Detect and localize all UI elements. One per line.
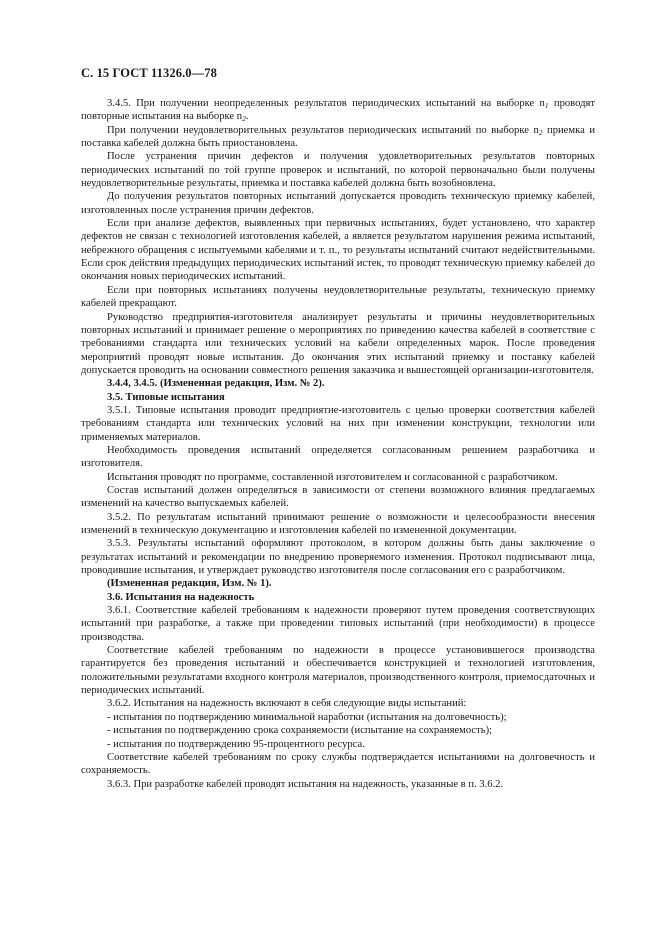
paragraph: - испытания по подтверждению 95-процентного ресурса. xyxy=(107,738,365,750)
paragraph: Если при повторных испытаниях получены неудовлетворительные результаты, техническую приемку кабелей прекращают. xyxy=(81,284,595,310)
paragraph: Состав испытаний должен определяться в зависимости от степени возможного влияния предлагаемых изменений на качество выпускаемых кабелей. xyxy=(81,484,595,510)
paragraph: 3.5.3. Результаты испытаний оформляют протоколом, в котором должны быть даны заключение о результатах испытаний и рекомендации по внедрению проверяемого изменения. Протокол подписывают лица, проводившие испытания, и утверждает руководство изготовителя после согласования его с разработчиком. xyxy=(81,538,595,577)
paragraph: После устранения причин дефектов и получения удовлетворительных результатов повторных периодических испытаний по той группе проверок и испытаний, по которой первоначально были получены неудовлетворительные результаты, приемка и поставка кабелей должна быть возобновлена. xyxy=(81,151,595,190)
paragraph: Соответствие кабелей требованиям по сроку службы подтверждается испытаниями на долговечность и сохраняемость. xyxy=(81,751,595,777)
section-heading: (Измененная редакция, Изм. № 1). xyxy=(107,578,272,590)
paragraph: При получении неудовлетворительных результатов периодических испытаний по выборке $n_2$ приемка и поставка кабелей должна быть приостановлена. xyxy=(81,124,595,150)
paragraph: До получения результатов повторных испытаний допускается проводить техническую приемку кабелей, изготовленных после устранения причин дефектов. xyxy=(81,191,595,216)
paragraph: 3.6.3. При разработке кабелей проводят испытания на надежность, указанные в п. 3.6.2. xyxy=(107,778,504,790)
paragraph: Необходимость проведения испытаний определяется согласованным решением разработчика и изготовителя. xyxy=(81,444,595,470)
paragraph: 3.4.5. При получении неопределенных результатов периодических испытаний на выборке $n_1$ проводят повторные испытания на выборке $n_2$. xyxy=(81,98,595,124)
paragraph: 3.6.1. Соответствие кабелей требованиям к надежности проверяют путем проведения соответствующих испытаний при разработке, а также при проведении типовых испытаний (при необходимости) в процессе производства. xyxy=(81,605,595,643)
paragraph: Испытания проводят по программе, составленной изготовителем и согласованной с разработчиком. xyxy=(107,471,558,483)
paragraph: Руководство предприятия-изготовителя анализирует результаты и причины неудовлетворительных повторных испытаний и принимает решение о мероприятиях по приведению качества кабелей в соответствие с требованиями стандарта или технических условий на кабели определенных марок. После проведения мероприятий проводят новые испытания. До окончания этих испытаний приемку и поставку кабелей допускается проводить на основании совместного решения заказчика и вышестоящей организации-изготовителя. xyxy=(81,311,595,376)
section-heading: 3.5. Типовые испытания xyxy=(107,391,225,403)
paragraph: Если при анализе дефектов, выявленных при первичных испытаниях, будет установлено, что характер дефектов не связан с технологией изготовления кабелей, а является результатом нарушения режима испытаний, небрежного обращения с испытуемыми кабелями и т. п., то результаты испытаний считают недействительными. Если срок действия предыдущих периодических испытаний истек, то проводят техническую приемку кабелей до окончания новых периодических испытаний. xyxy=(81,218,595,283)
section-heading: 3.6. Испытания на надежность xyxy=(107,591,255,603)
paragraph: - испытания по подтверждению минимальной наработки (испытания на долговечность); xyxy=(107,711,507,723)
page-header: С. 15 ГОСТ 11326.0—78 xyxy=(81,66,217,80)
paragraph: 3.5.1. Типовые испытания проводит предприятие-изготовитель с целью проверки соответствия кабелей требованиям стандарта или технических условий на них при изменении конструкции, технологии или применяемых материалов. xyxy=(81,404,595,443)
paragraph: Соответствие кабелей требованиям по надежности в процессе установившегося производства гарантируется без проведения испытаний и обеспечивается конструкцией и технологией изготовления, положительными результатами входного контроля материалов, производственного контроля, приемосдаточных и периодических испытаний. xyxy=(81,645,595,697)
section-heading: 3.4.4, 3.4.5. (Измененная редакция, Изм. № 2). xyxy=(107,378,325,390)
paragraph: 3.6.2. Испытания на надежность включают в себя следующие виды испытаний: xyxy=(107,698,467,710)
document-body xyxy=(81,97,595,791)
paragraph: - испытания по подтверждению срока сохраняемости (испытание на сохраняемость); xyxy=(107,725,493,737)
paragraph: 3.5.2. По результатам испытаний принимают решение о возможности и целесообразности внесения изменений в техническую документацию и изготовления кабелей по измененной документации. xyxy=(81,511,595,536)
